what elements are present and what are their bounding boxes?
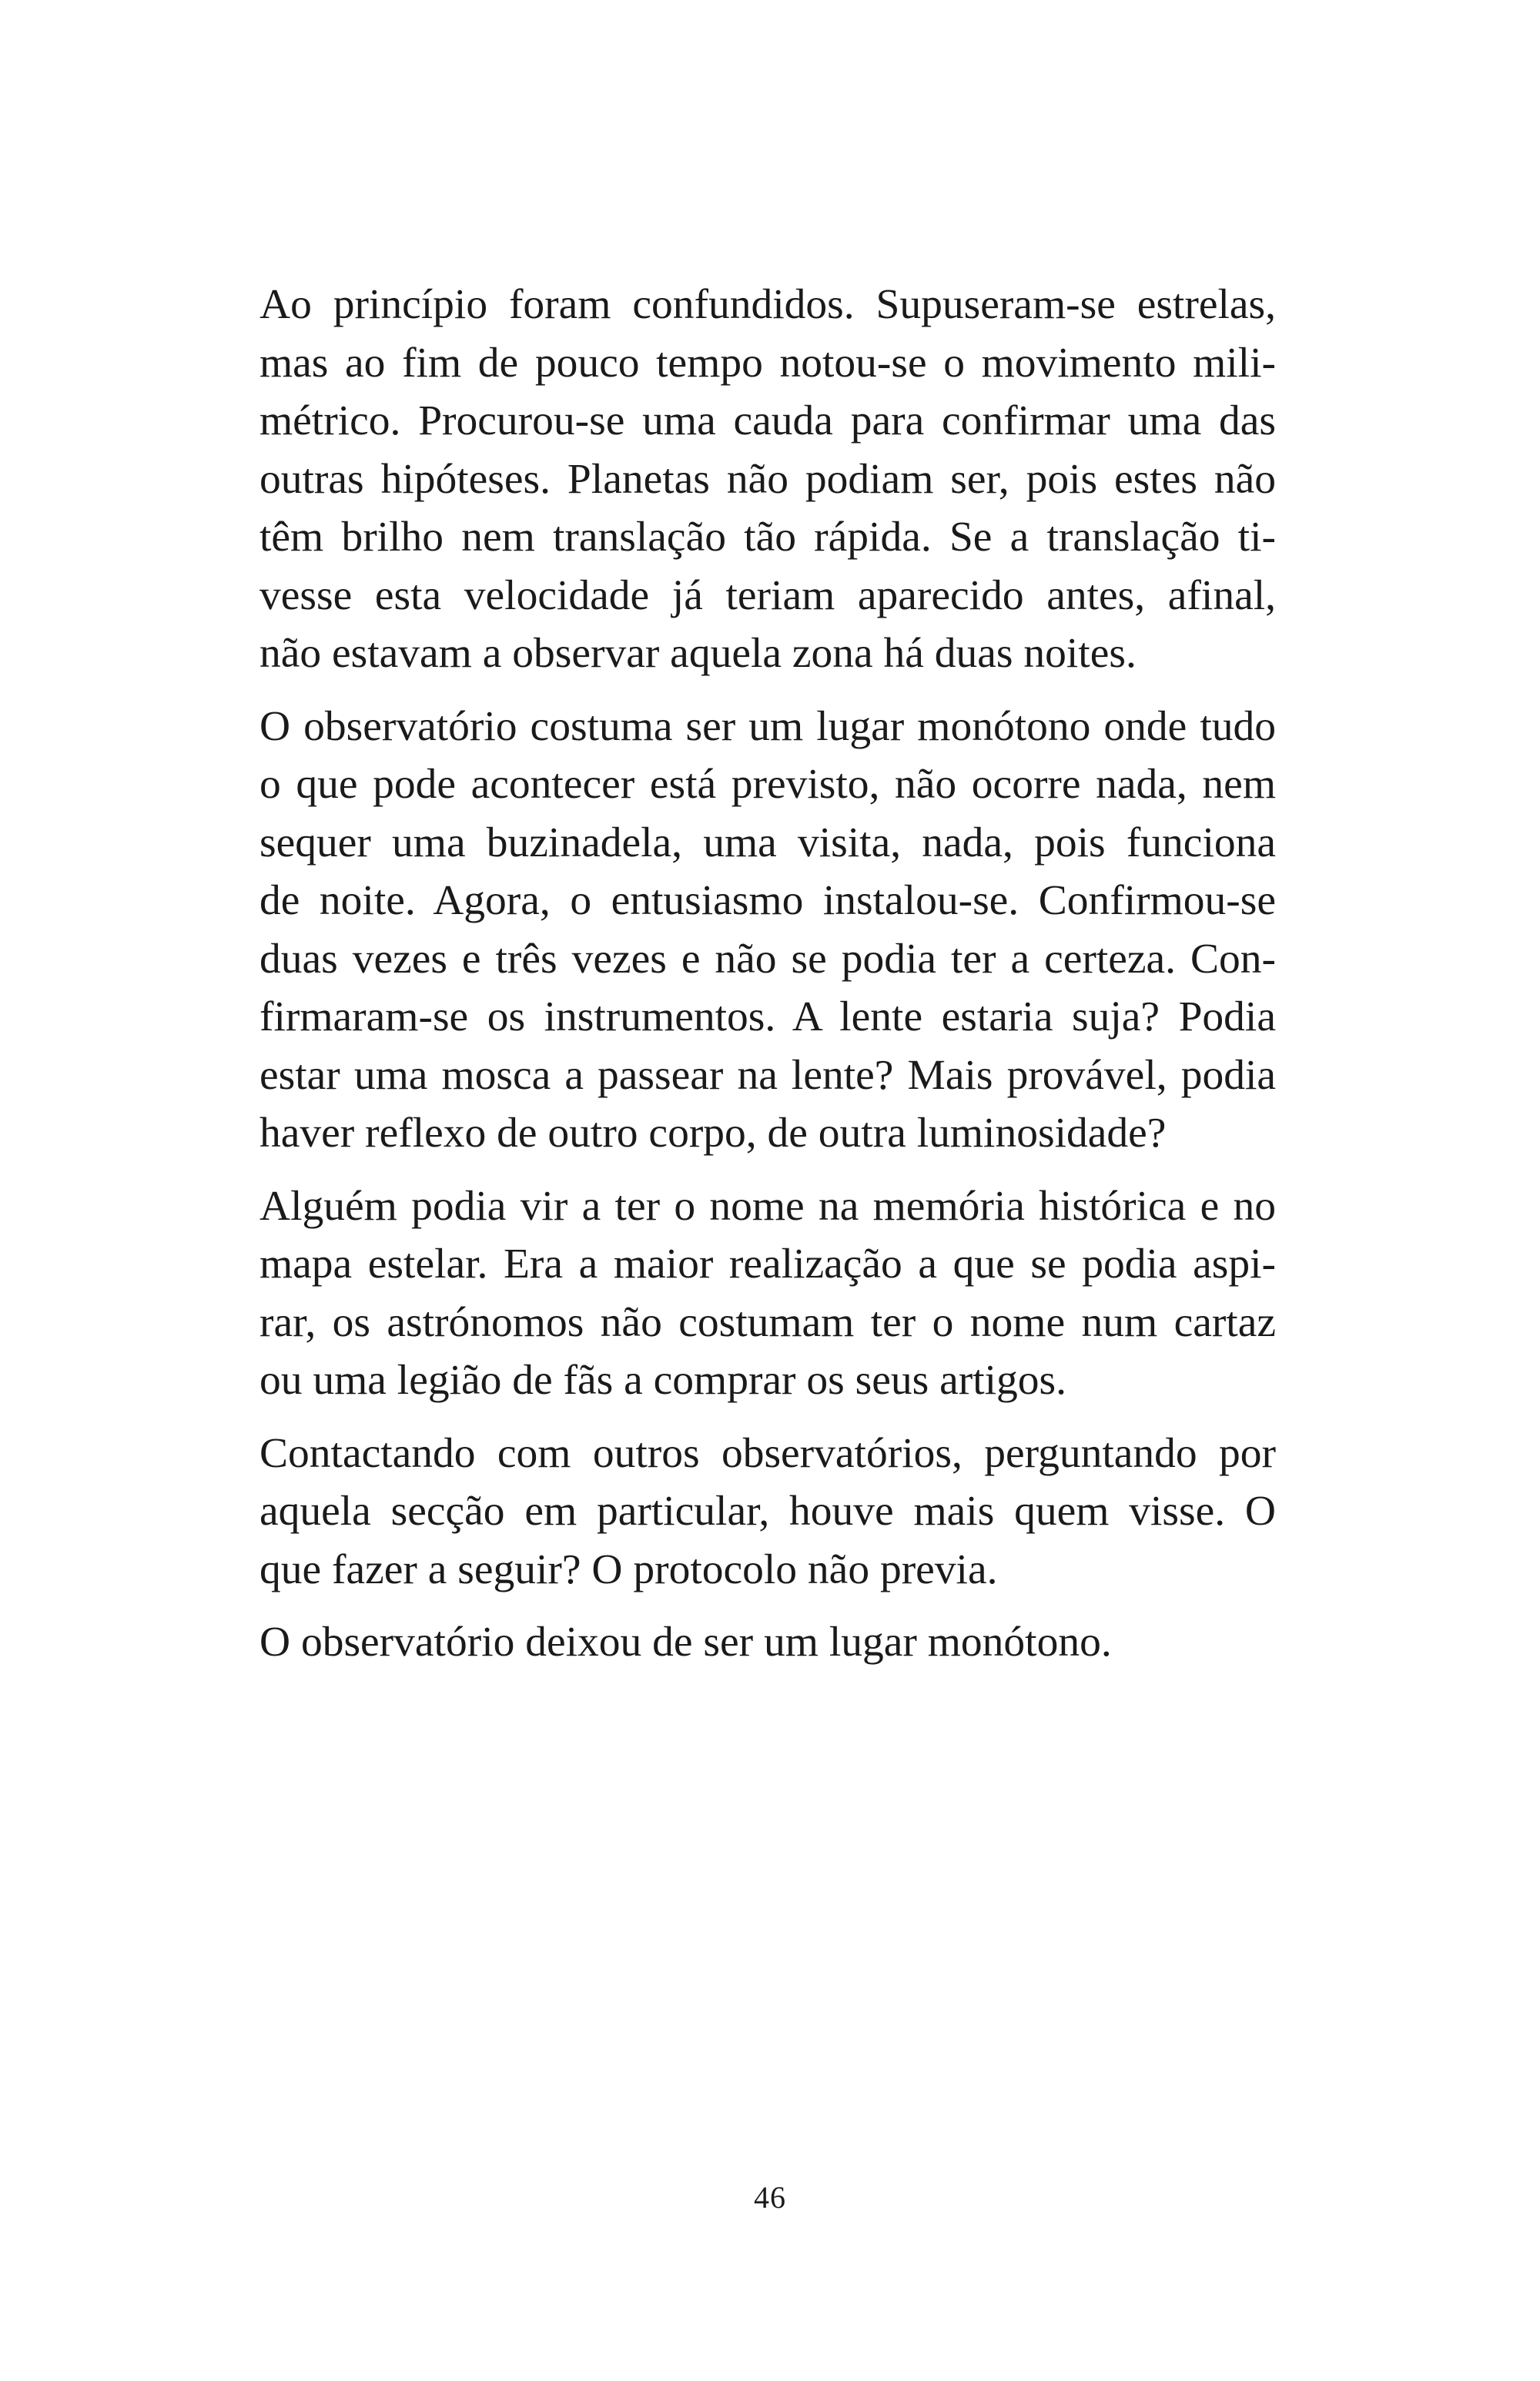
text-line: têm brilho nem translação tão rápida. Se a translação ti- xyxy=(259,514,1276,561)
paragraph-1 xyxy=(259,276,1276,683)
text-line: não estavam a observar aquela zona há duas noites. xyxy=(259,630,1137,677)
text-line: haver reflexo de outro corpo, de outra luminosidade? xyxy=(259,1110,1167,1157)
text-line: mas ao fim de pouco tempo notou-se o movimento mili- xyxy=(259,339,1276,387)
text-line: estar uma mosca a passear na lente? Mais provável, podia xyxy=(259,1051,1276,1099)
paragraph-3 xyxy=(259,1177,1276,1410)
text-line: O observatório costuma ser um lugar monótono onde tudo xyxy=(259,702,1276,750)
text-line: outras hipóteses. Planetas não podiam ser, pois estes não xyxy=(259,455,1276,503)
paragraph-2 xyxy=(259,698,1276,1163)
text-line: ou uma legião de fãs a comprar os seus artigos. xyxy=(259,1357,1067,1404)
text-line: rar, os astrónomos não costumam ter o nome num cartaz xyxy=(259,1298,1276,1346)
text-line: firmaram-se os instrumentos. A lente estaria suja? Podia xyxy=(259,993,1276,1040)
paragraph-5 xyxy=(259,1613,1276,1672)
text-line: sequer uma buzinadela, uma visita, nada, pois funciona xyxy=(259,819,1276,866)
text-line: mapa estelar. Era a maior realização a que se podia aspi- xyxy=(259,1241,1276,1288)
text-line: Ao princípio foram confundidos. Supuseram-se estrelas, xyxy=(259,281,1276,328)
paragraph-4 xyxy=(259,1425,1276,1599)
text-line: o que pode acontecer está previsto, não ocorre nada, nem xyxy=(259,761,1276,808)
text-line: de noite. Agora, o entusiasmo instalou-se. Confirmou-se xyxy=(259,877,1276,924)
text-line: O observatório deixou de ser um lugar monótono. xyxy=(259,1619,1112,1666)
page-number: 46 xyxy=(754,2180,786,2215)
body-text xyxy=(259,276,1276,1672)
text-line: métrico. Procurou-se uma cauda para confirmar uma das xyxy=(259,397,1276,444)
text-line: que fazer a seguir? O protocolo não previa. xyxy=(259,1545,998,1593)
text-line: Contactando com outros observatórios, perguntando por xyxy=(259,1429,1276,1477)
text-line: aquela secção em particular, houve mais quem visse. O xyxy=(259,1488,1276,1535)
text-line: vesse esta velocidade já teriam aparecido antes, afinal, xyxy=(259,571,1276,619)
text-line: duas vezes e três vezes e não se podia ter a certeza. Con- xyxy=(259,935,1276,983)
text-line: Alguém podia vir a ter o nome na memória histórica e no xyxy=(259,1182,1276,1230)
